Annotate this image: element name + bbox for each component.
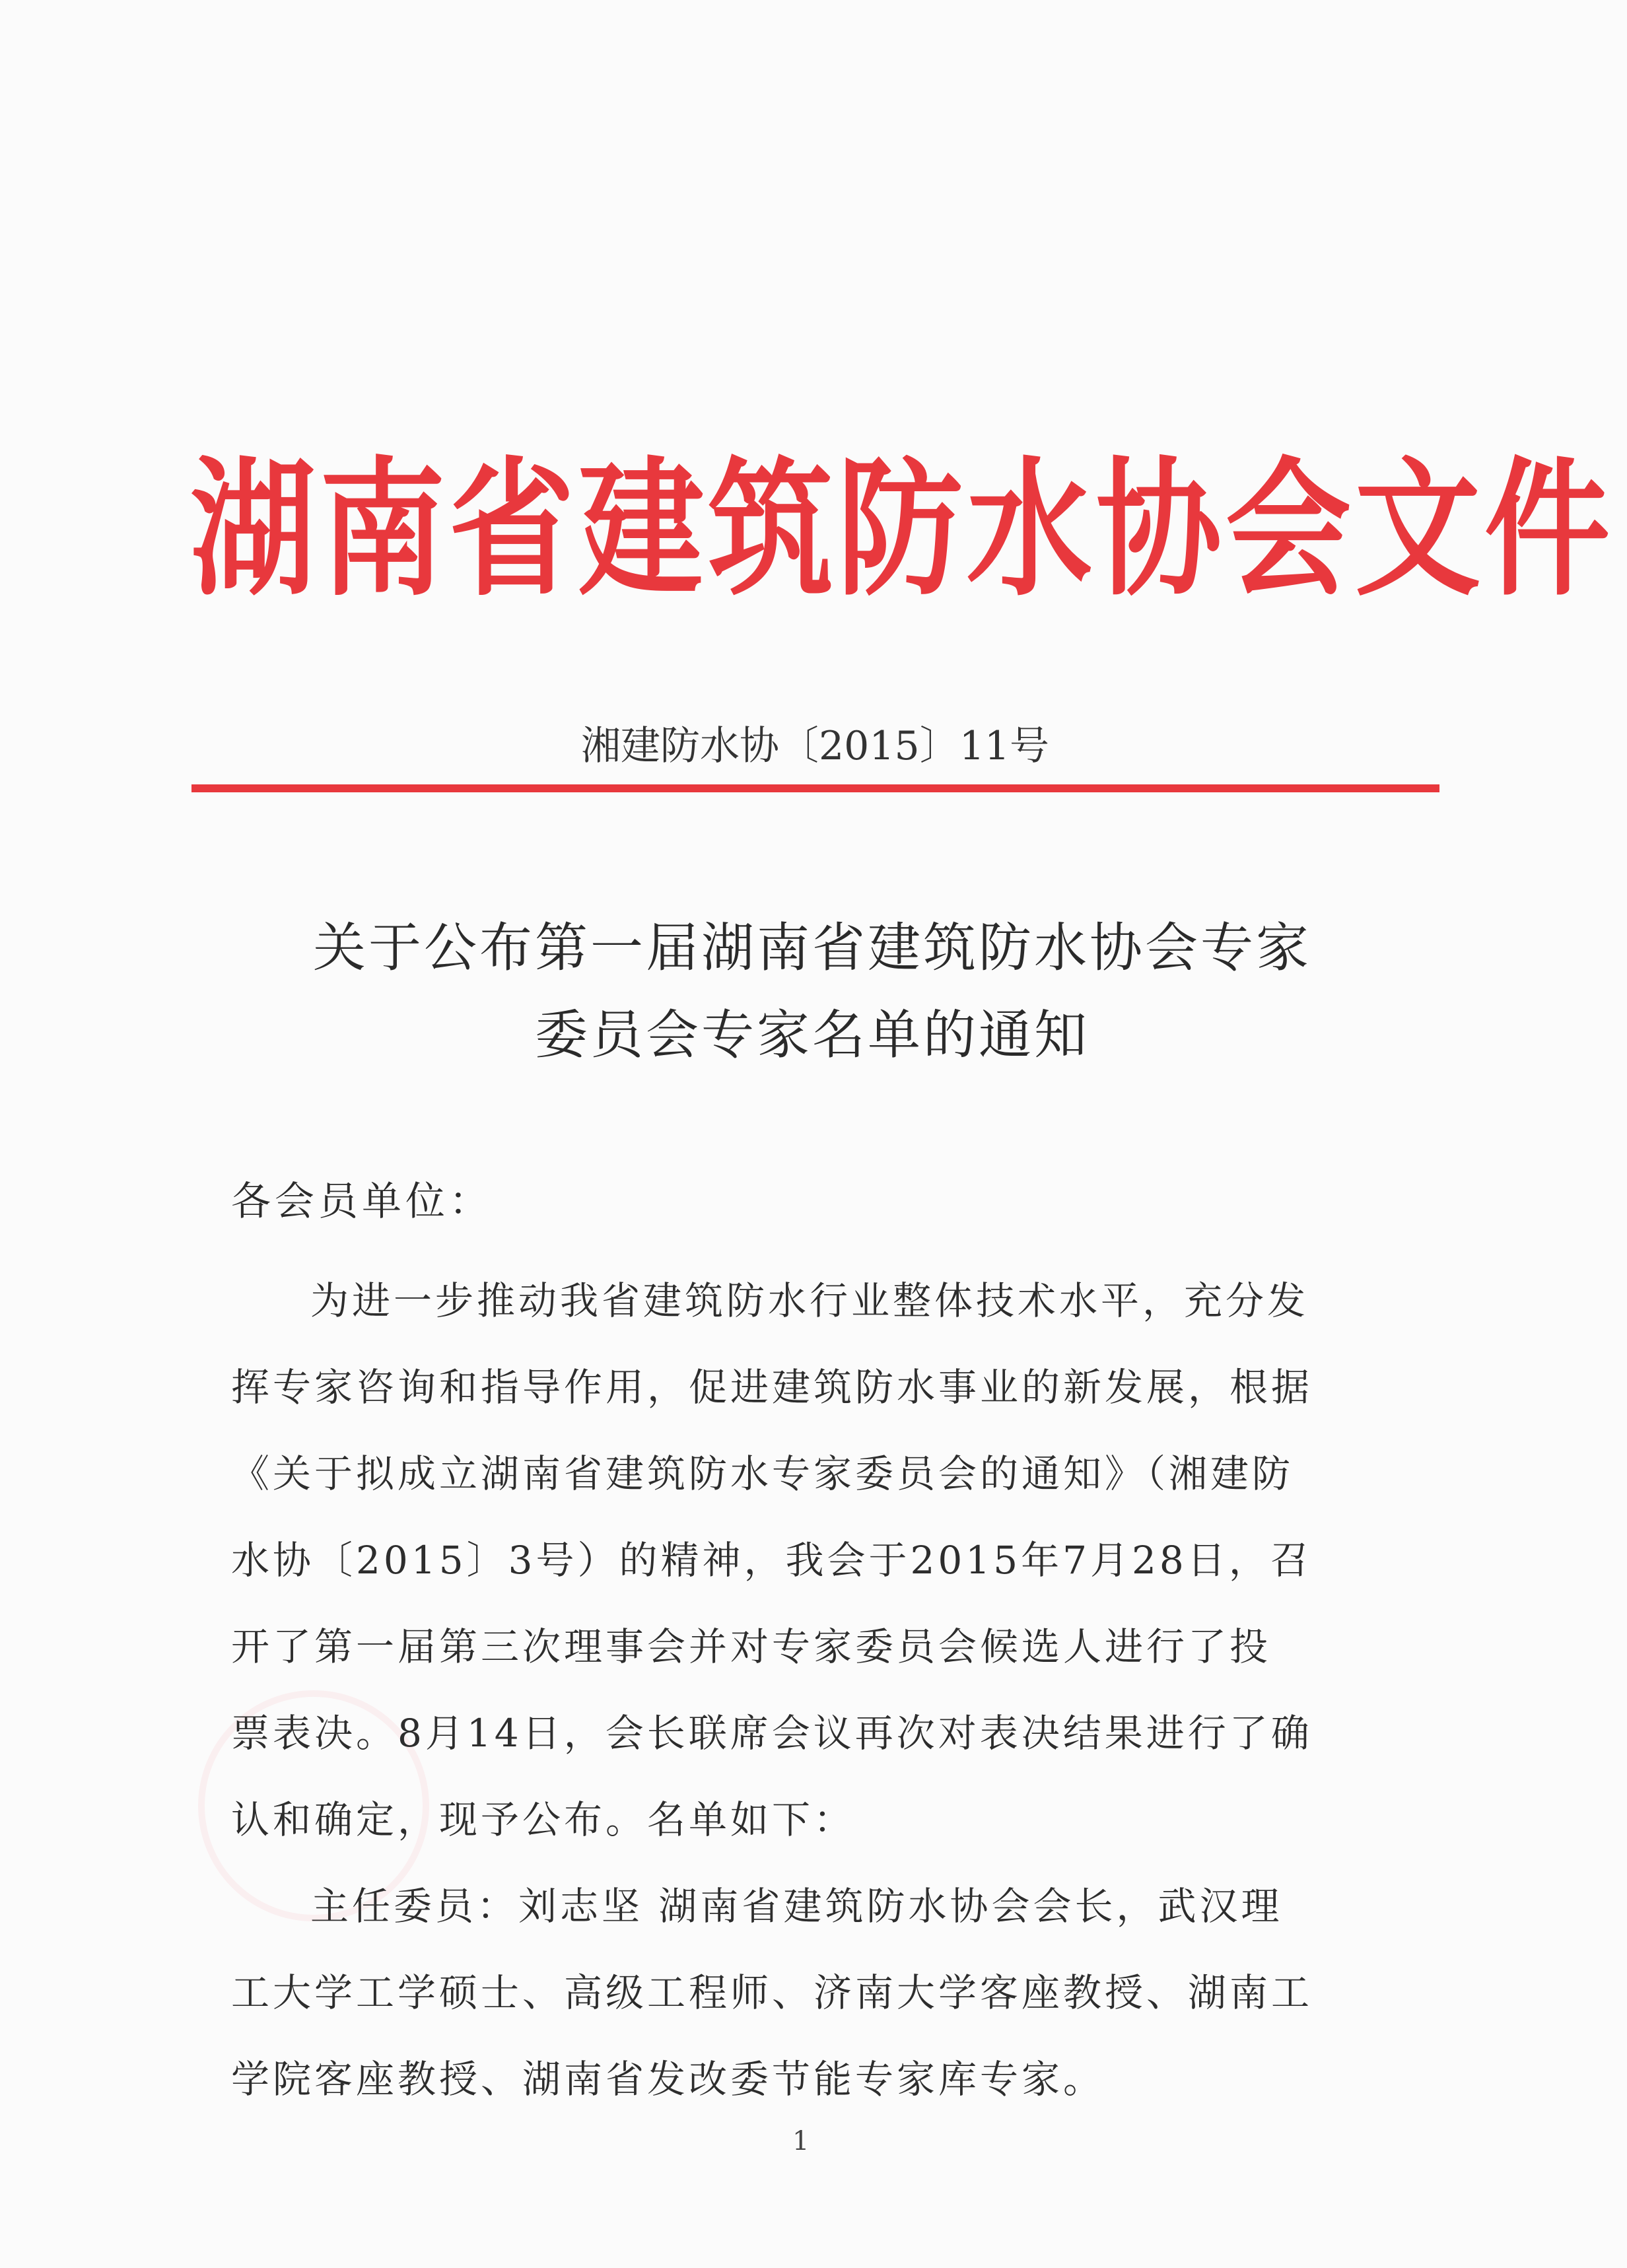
body-line: 学院客座教授、湖南省发改委节能专家库专家。 [231, 2057, 1105, 2102]
document-header-title: 湖南省建筑防水协会文件 [190, 444, 1614, 616]
body-line: 工大学工学硕士、高级工程师、济南大学客座教授、湖南工 [231, 1970, 1313, 2015]
body-line: 认和确定，现予公布。名单如下： [231, 1797, 856, 1842]
body-line: 主任委员：刘志坚 湖南省建筑防水协会会长，武汉理 [310, 1884, 1283, 1929]
body-line: 水协〔2015〕3号）的精神，我会于2015年7月28日，召 [231, 1538, 1312, 1583]
body-line: 票表决。8月14日，会长联席会议再次对表决结果进行了确 [231, 1711, 1313, 1756]
body-line: 挥专家咨询和指导作用，促进建筑防水事业的新发展，根据 [231, 1365, 1313, 1410]
body-line: 开了第一届第三次理事会并对专家委员会候选人进行了投 [231, 1624, 1272, 1669]
salutation: 各会员单位： [231, 1179, 493, 1225]
notice-body [231, 1258, 1367, 2123]
header-divider [191, 784, 1439, 792]
page-number: 1 [792, 2126, 810, 2156]
document-number: 湘建防水协〔2015〕11号 [581, 723, 1050, 769]
body-line: 《关于拟成立湖南省建筑防水专家委员会的通知》（湘建防 [231, 1451, 1294, 1496]
notice-title-line-1: 关于公布第一届湖南省建筑防水协会专家 [313, 917, 1311, 979]
body-line: 为进一步推动我省建筑防水行业整体技术水平，充分发 [310, 1278, 1309, 1323]
notice-title [218, 905, 1406, 1079]
notice-title-line-2: 委员会专家名单的通知 [535, 1004, 1090, 1066]
